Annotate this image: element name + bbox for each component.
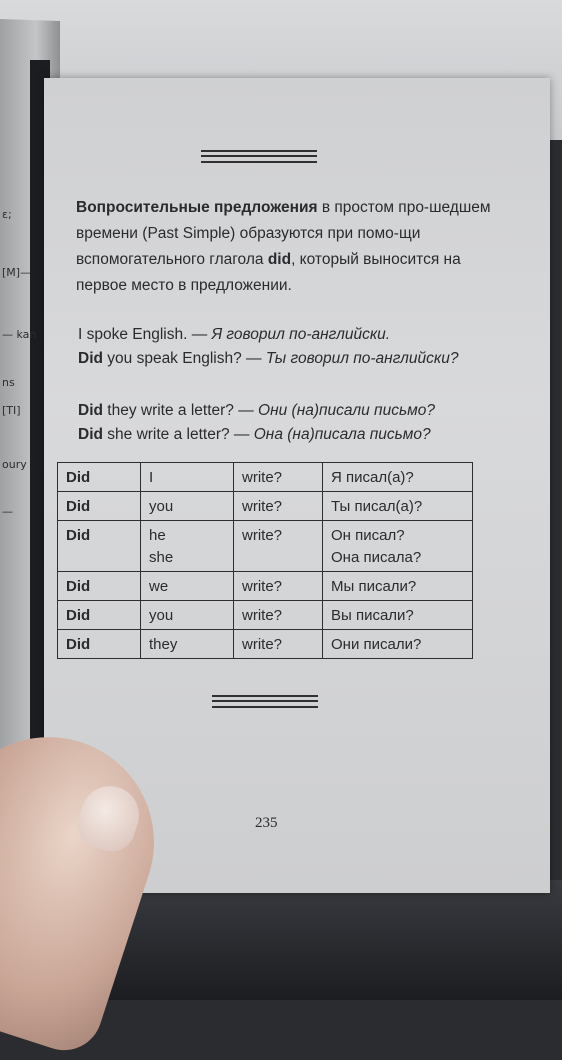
margin-fragment: oury	[2, 458, 27, 471]
table-row	[58, 463, 473, 492]
did-cell	[58, 521, 141, 572]
table-row	[58, 601, 473, 630]
example-did: Did	[78, 350, 103, 367]
did-cell	[58, 492, 141, 521]
did-cell-text: Did	[66, 469, 91, 486]
verb-cell	[234, 630, 323, 659]
example-english: they write a letter?	[102, 402, 234, 419]
verb-cell	[234, 521, 323, 572]
did-cell-text: Did	[66, 527, 91, 544]
translation-cell-text: Они писали?	[331, 636, 422, 653]
verb-cell-text: write?	[242, 469, 283, 486]
verb-cell-text: write?	[242, 636, 283, 653]
translation-cell	[323, 492, 473, 521]
example-did: Did	[78, 426, 103, 443]
pronoun-cell-text: you	[149, 607, 174, 624]
did-cell	[58, 572, 141, 601]
page-number: 235	[255, 815, 278, 831]
verb-cell	[234, 492, 323, 521]
verb-cell-text: write?	[242, 578, 283, 595]
pronoun-cell-text: he	[149, 527, 166, 544]
pronoun-cell-text: you	[149, 498, 174, 515]
example-russian: Ты говорил по-английски?	[265, 350, 459, 367]
pronoun-cell-text: she	[149, 549, 174, 566]
example-line	[78, 323, 508, 347]
intro-did: did	[267, 251, 292, 268]
intro-text-end: , который выносится на первое место в предложении.	[76, 251, 461, 294]
example-russian: Я говорил по-английски.	[211, 326, 391, 343]
top-ornament-rule	[201, 150, 317, 163]
translation-cell-text: Вы писали?	[331, 607, 414, 624]
verb-cell	[234, 572, 323, 601]
translation-cell-text: Я писал(а)?	[331, 469, 414, 486]
bottom-ornament-rule	[212, 695, 318, 708]
did-cell-text: Did	[66, 636, 91, 653]
example-line	[78, 423, 508, 447]
intro-paragraph	[76, 195, 496, 299]
example-line	[78, 399, 508, 423]
did-cell	[58, 630, 141, 659]
translation-cell	[323, 521, 473, 572]
translation-cell-text: Ты писал(а)?	[331, 498, 423, 515]
example-english: I spoke English.	[78, 326, 188, 343]
verb-cell-text: write?	[242, 498, 283, 515]
intro-text: в простом про-шедшем времени (Past Simple) образуются при помо-щи вспомогательного глагола	[76, 199, 491, 268]
table-row	[58, 521, 473, 572]
intro-bold-term: Вопросительные предложения	[76, 199, 318, 216]
verb-cell-text: write?	[242, 527, 283, 544]
margin-fragment: ε;	[2, 208, 12, 221]
translation-cell-text: Он писал?	[331, 527, 405, 544]
example-line	[78, 347, 508, 371]
table-row	[58, 630, 473, 659]
did-cell-text: Did	[66, 607, 91, 624]
example-dash: —	[229, 426, 254, 443]
pronoun-cell-text: I	[149, 469, 154, 486]
translation-cell	[323, 463, 473, 492]
example-russian: Они (на)писали письмо?	[258, 402, 435, 419]
margin-fragment: ns	[2, 376, 15, 389]
pronoun-cell	[141, 521, 234, 572]
margin-fragment: —	[2, 505, 13, 518]
translation-cell-text: Она писала?	[331, 549, 422, 566]
translation-cell	[323, 572, 473, 601]
example-english: you speak English?	[102, 350, 242, 367]
example-dash: —	[233, 402, 259, 419]
table-row	[58, 572, 473, 601]
example-dash: —	[187, 326, 212, 343]
pronoun-cell	[141, 630, 234, 659]
example-english: she write a letter?	[102, 426, 230, 443]
translation-cell	[323, 601, 473, 630]
margin-fragment: [M]—	[2, 266, 32, 279]
pronoun-cell-text: they	[149, 636, 178, 653]
examples-block-1	[78, 323, 508, 371]
verb-cell	[234, 463, 323, 492]
did-cell	[58, 601, 141, 630]
pronoun-cell-text: we	[149, 578, 169, 595]
conjugation-table	[57, 462, 473, 659]
example-russian: Она (на)писала письмо?	[253, 426, 431, 443]
did-cell-text: Did	[66, 578, 91, 595]
pronoun-cell	[141, 601, 234, 630]
verb-cell	[234, 601, 323, 630]
example-did: Did	[78, 402, 103, 419]
example-dash: —	[241, 350, 266, 367]
margin-fragment: — kan	[2, 328, 37, 341]
conjugation-table-body	[58, 463, 473, 659]
translation-cell-text: Мы писали?	[331, 578, 417, 595]
margin-fragment: [TI]	[2, 404, 21, 417]
did-cell	[58, 463, 141, 492]
pronoun-cell	[141, 572, 234, 601]
examples-block-2	[78, 399, 508, 447]
translation-cell	[323, 630, 473, 659]
pronoun-cell	[141, 463, 234, 492]
verb-cell-text: write?	[242, 607, 283, 624]
did-cell-text: Did	[66, 498, 91, 515]
pronoun-cell	[141, 492, 234, 521]
table-row	[58, 492, 473, 521]
